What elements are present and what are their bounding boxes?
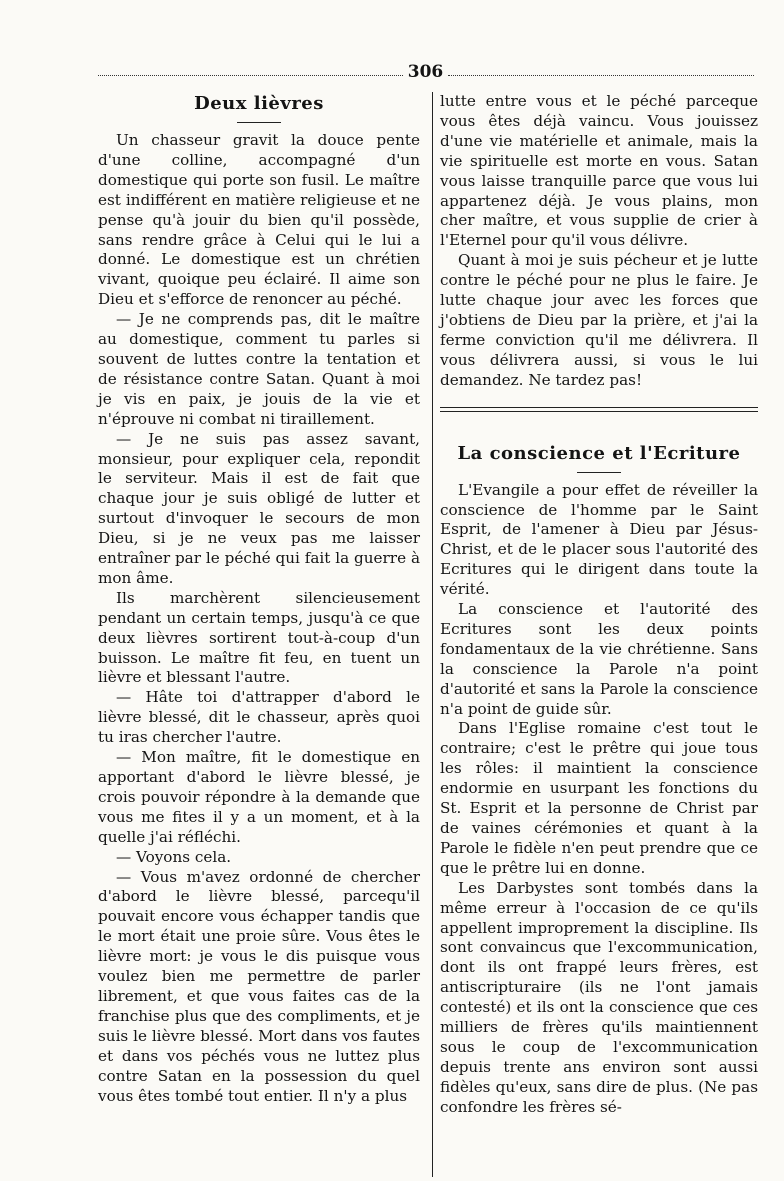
- page-header: [98, 62, 754, 82]
- paragraph: Quant à moi je suis pécheur et je lutte contre le péché pour ne plus le faire. Je lutte chaque jour avec les forces que j'obtiens de Dieu par la prière, et j'ai la ferme conviction qu'il me délivrera. Il vous délivrera aussi, si vous le lui demandez. Ne tardez pas!: [440, 251, 758, 389]
- page-number: 306: [407, 62, 444, 82]
- column-divider: [432, 92, 433, 1177]
- paragraph-continuation: lutte entre vous et le péché parceque vous êtes déjà vaincu. Vous jouissez d'une vie matérielle et animale, mais la vie spirituelle est morte en vous. Satan vous laisse tranquille parce que vous lui appartenez déjà. Je vous plains, mon cher maître, et vous supplie de crier à l'Eternel pour qu'il vous délivre.: [440, 92, 758, 250]
- paragraph: — Mon maître, fit le domestique en apportant d'abord le lièvre blessé, je crois pouvoir répondre à la demande que vous me fites il y a un moment, et à la quelle j'ai réfléchi.: [98, 748, 420, 846]
- paragraph: Les Darbystes sont tombés dans la même erreur à l'occasion de ce qu'ils appellent improprement la discipline. Ils sont convaincus que l'excommunication, dont ils ont frappé leurs frères, est antiscripturaire (ils ne l'ont jamais contesté) et ils ont la conscience que ces milliers de frères qu'ils maintiennent sous le coup de l'excommunication depuis trente ans environ sont aussi fidèles qu'eux, sans dire de plus. (Ne pas confondre les frères sé-: [440, 878, 758, 1116]
- right-column: [440, 92, 758, 1118]
- paragraph: Dans l'Eglise romaine c'est tout le contraire; c'est le prêtre qui joue tous les rôles: il maintient la conscience endormie en usurpant les fonctions du St. Esprit et la personne de Christ par de vaines cérémonies et quant à la Parole le fidèle n'en peut prendre que ce que le prêtre lui en donne.: [440, 719, 758, 877]
- article-title-deux-lievres: Deux lièvres: [194, 93, 324, 114]
- left-column: [98, 92, 420, 1106]
- section-separator: [440, 407, 758, 412]
- paragraph: Un chasseur gravit la douce pente d'une colline, accompagné d'un domestique qui porte son fusil. Le maître est indifférent en matière religieuse et ne pense qu'à jouir du bien qu'il possède, sans rendre grâce à Celui qui le lui a donné. Le domestique est un chrétien vivant, quoique peu éclairé. Il aime son Dieu et s'efforce de renoncer au péché.: [98, 131, 420, 309]
- title-dash: [577, 472, 621, 473]
- title-dash: [237, 122, 281, 123]
- paragraph: — Hâte toi d'attrapper d'abord le lièvre blessé, dit le chasseur, après quoi tu iras chercher l'autre.: [98, 688, 420, 747]
- paragraph: L'Evangile a pour effet de réveiller la conscience de l'homme par le Saint Esprit, de l'amener à Dieu par Jésus-Christ, et de le placer sous l'autorité des Ecritures qui le dirigent dans toute la vérité.: [440, 480, 758, 599]
- header-rule-left: [98, 75, 403, 76]
- paragraph: — Vous m'avez ordonné de chercher d'abord le lièvre blessé, parcequ'il pouvait encore vous échapper tandis que le mort était une proie sûre. Vous êtes le lièvre mort: je vous le dis puisque vous voulez bien me permettre de parler librement, et que vous faites cas de la franchise plus que des compliments, et je suis le lièvre blessé. Mort dans vos fautes et dans vos péchés vous ne luttez plus contre Satan en la possession du quel vous êtes tombé tout entier. Il n'y a plus: [98, 867, 420, 1105]
- paragraph: La conscience et l'autorité des Ecritures sont les deux points fondamentaux de la vie chrétienne. Sans la conscience la Parole n'a point d'autorité et sans la Parole la conscience n'a point de guide sûr.: [440, 600, 758, 718]
- paragraph: Ils marchèrent silencieusement pendant un certain temps, jusqu'à ce que deux lièvres sortirent tout-à-coup d'un buisson. Le maître fit feu, en tuent un lièvre et blessant l'autre.: [98, 588, 420, 687]
- header-rule-right: [448, 75, 754, 76]
- article-title-conscience: La conscience et l'Ecriture: [457, 442, 741, 464]
- paragraph: — Voyons cela.: [116, 847, 232, 866]
- paragraph: — Je ne suis pas assez savant, monsieur, pour expliquer cela, repondit le serviteur. Mais il est de fait que chaque jour je suis obligé de lutter et surtout d'invoquer le secours de mon Dieu, si je ne veux pas me laisser entraîner par le péché qui fait la guerre à mon âme.: [98, 429, 420, 587]
- paragraph: — Je ne comprends pas, dit le maître au domestique, comment tu parles si souvent de luttes contre la tentation et de résistance contre Satan. Quant à moi je vis en paix, je jouis de la vie et n'éprouve ni combat ni tiraillement.: [98, 310, 420, 428]
